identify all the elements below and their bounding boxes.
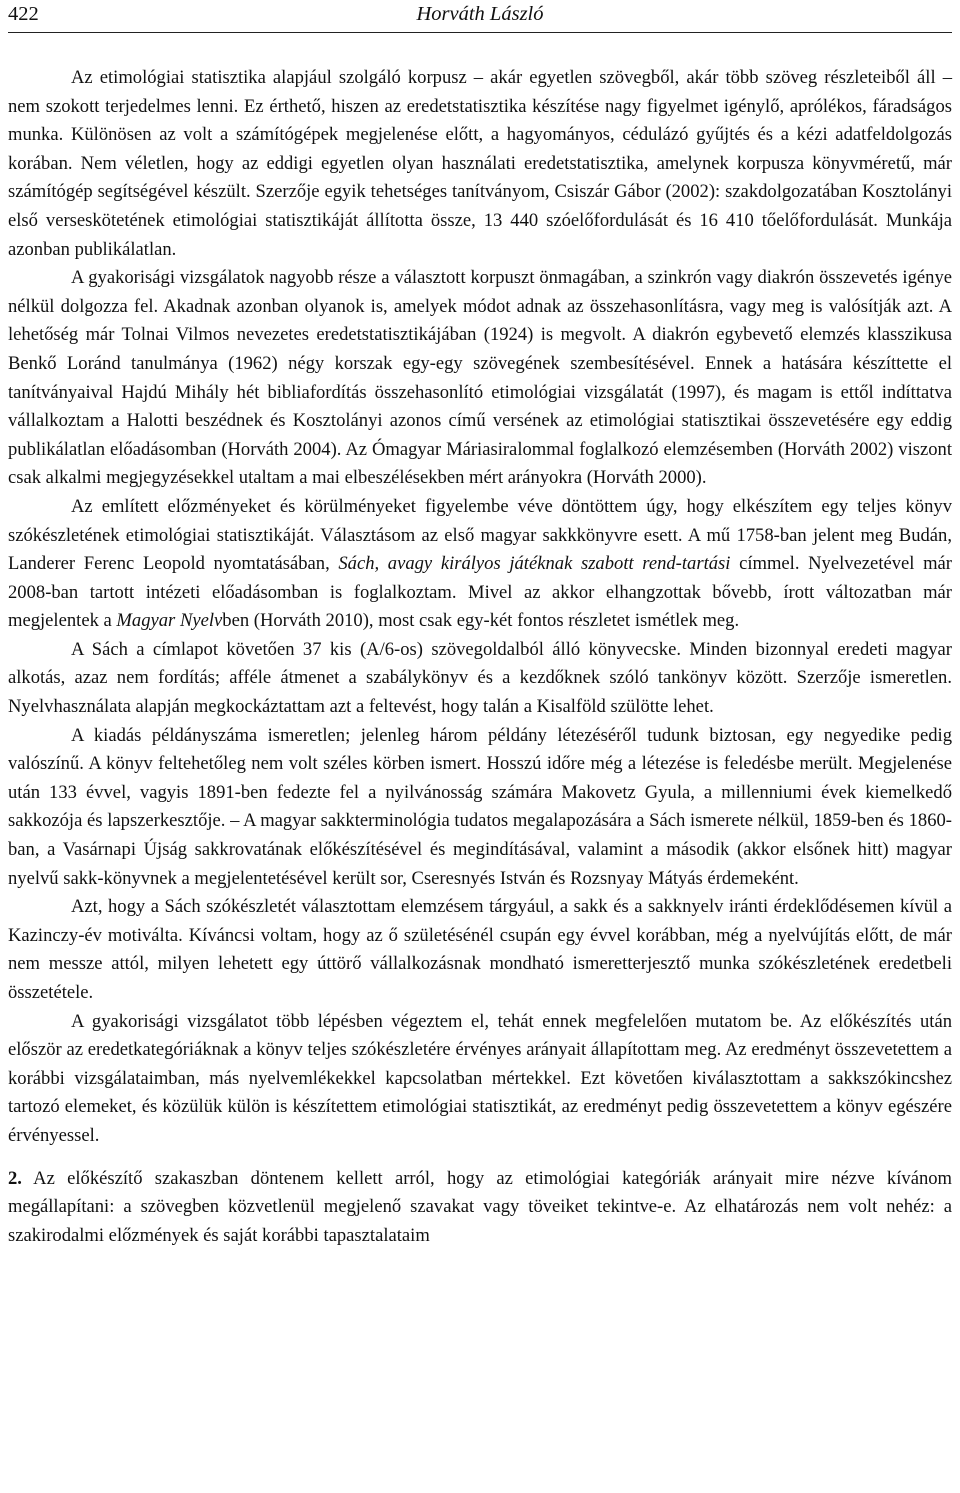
body-paragraph: [8, 1008, 952, 1151]
paragraph-text: A kiadás példányszáma ismeretlen; jelenleg három példány létezéséről tudunk biztosan, egy negyedike pedig valószínű. A könyv feltehetőleg nem volt széles körben ismert. Hosszú időre még a létezése is feledésbe merült. Megjelenése után 133 évvel, vagyis 1891-ben fedezte fel a nyilvánosság számára Makovetz Gyula, a millenniumi évek kiemelkedő sakkozója és lapszerkesztője. – A magyar sakkterminológia tudatos megalapozására a Sách ismerete nélkül, 1859-ben és 1860-ban, a Vasárnapi Újság sakkrovatának előkészítésével és megindításával, valamint a második (akkor elsőnek hitt) magyar nyelvű sakk-könyvnek a megjelentetésével került sor, Cseresnyés István és Rozsnyay Mátyás érdemeként.: [8, 724, 952, 889]
page-number: 422: [8, 3, 39, 25]
paragraph-text: címmel. Nyelvezetével már 2008-ban tartott intézeti előadásomban is foglalkoztam. Mivel az akkor elhangzottak bővebb, írott változatban már megjelentek a: [8, 553, 952, 632]
section-2-paragraph: [8, 1165, 952, 1251]
paragraph-text: A gyakorisági vizsgálatok nagyobb része a választott korpuszt önmagában, a szinkrón vagy diakrón összevetés igénye nélkül dolgozza fel. Akadnak azonban olyanok is, amelyek módot adnak az összehasonlításra, vagy meg is valósítják azt. A lehetőség már Tolnai Vilmos nevezetes eredetstatisztikájában (1924) is megvolt. A diakrón egybevető elemzés klasszikusa Benkő Loránd tanulmánya (1962) négy korszak egy-egy szövegének szembesítésével. Ennek a hatására készíttette el tanítványaival Hajdú Mihály hét bibliafordítás összehasonlító etimológiai vizsgálatát (1997), és magam is ettől indíttatva vállalkoztam a Halotti beszédnek és Kosztolányi azonos című versének az etimológiai statisztikai összevetésére egy eddig publikálatlan előadásomban (Horváth 2004). Az Ómagyar Máriasiralommal foglalkozó elemzésemben (Horváth 2002) viszont csak alkalmi megjegyzésekkel utaltam a mai elbeszélésekben mért arányokra (Horváth 2000).: [8, 267, 952, 489]
paragraph-text: ben (Horváth 2010), most csak egy-két fontos részletet ismétlek meg.: [222, 610, 740, 632]
paragraph-text: Az etimológiai statisztika alapjául szolgáló korpusz – akár egyetlen szövegből, akár több szöveg részleteiből áll – nem szokott terjedelmes lenni. Ez érthető, hiszen az eredetstatisztika készítése nagy figyelmet igénylő, aprólékos, fáradságos munka. Különösen az volt a számítógépek megjelenése előtt, a hagyományos, cédulázó gyűjtés és a kézi adatfeldolgozás korában. Nem véletlen, hogy az eddigi egyetlen olyan használati eredetstatisztika, amelynek korpusza könyvméretű, már számítógép segítségével készült. Szerzője egyik tehetséges tanítványom, Csiszár Gábor (2002): szakdolgozatában Kosztolányi első verseskötetének etimológiai statisztikáját állította össze, 13 440 szóelőfordulását és 16 410 tőelőfordulását. Munkája azonban publikálatlan.: [8, 67, 952, 260]
body-paragraph: [8, 493, 952, 636]
body-paragraph: [8, 722, 952, 894]
paragraph-text: A gyakorisági vizsgálatot több lépésben végeztem el, tehát ennek megfelelően mutatom be. Az előkészítés után először az eredetkategóriáknak a könyv teljes szókészletére érvényes arányait állapítottam meg. Az eredményt összevetettem a korábbi vizsgálataimban, más nyelvemlékekkel kapcsolatban mértekkel. Ezt követően kiválasztottam a sakkszókincshez tartozó elemeket, és közülük külön is készítettem etimológiai statisztikát, az eredményt pedig összevetettem a könyv egészére érvényessel.: [8, 1010, 952, 1146]
body-paragraph: [8, 636, 952, 722]
paragraph-text: Azt, hogy a Sách szókészletét választottam elemzésem tárgyául, a sakk és a sakknyelv iránti érdeklődésemen kívül a Kazinczy-év motiválta. Kíváncsi voltam, hogy az ő születésénél csupán egy évvel korábban, még a nyelvújítás előtt, de már nem messze attól, milyen lehetett egy úttörő vállalkozásnak mondható ismeretterjesztő munka szókészletének eredetbeli összetétele.: [8, 896, 952, 1003]
section-number: 2.: [8, 1167, 22, 1189]
paragraph-text: Az említett előzményeket és körülményeket figyelembe véve döntöttem úgy, hogy elkészítem egy teljes könyv szókészletének etimológiai statisztikáját. Választásom az első magyar sakkkönyvre esett. A mű 1758-ban jelent meg Budán, Landerer Ferenc Leopold nyomtatásában,: [8, 495, 952, 575]
article-body: [8, 64, 952, 1250]
paragraph-text: A Sách a címlapot követően 37 kis (A/6-os) szövegoldalból álló könyvecske. Minden bizonnyal eredeti magyar alkotás, azaz nem fordítás; afféle átmenet a szabálykönyv és a kezdőknek szóló tankönyv között. Szerzője ismeretlen. Nyelvhasználata alapján megkockáztattam azt a feltevést, hogy talán a Kisalföld szülötte lehet.: [8, 638, 952, 718]
body-paragraph: [8, 893, 952, 1007]
body-paragraph: [8, 64, 952, 264]
body-paragraph: [8, 264, 952, 493]
running-title: Horváth László: [416, 3, 544, 25]
italic-title: Magyar Nyelv: [116, 610, 223, 632]
italic-title: Sách, avagy királyos játéknak szabott rend-tartási: [338, 553, 731, 575]
section-2-text: Az előkészítő szakaszban döntenem kellett arról, hogy az etimológiai kategóriák arányait mire nézve kívánom megállapítani: a szövegben közvetlenül megjelenő szavakat vagy töveiket tekintve-e. Az elhatározás nem volt nehéz: a szakirodalmi előzmények és saját korábbi tapasztalataim: [8, 1167, 952, 1246]
running-header: [8, 0, 952, 33]
